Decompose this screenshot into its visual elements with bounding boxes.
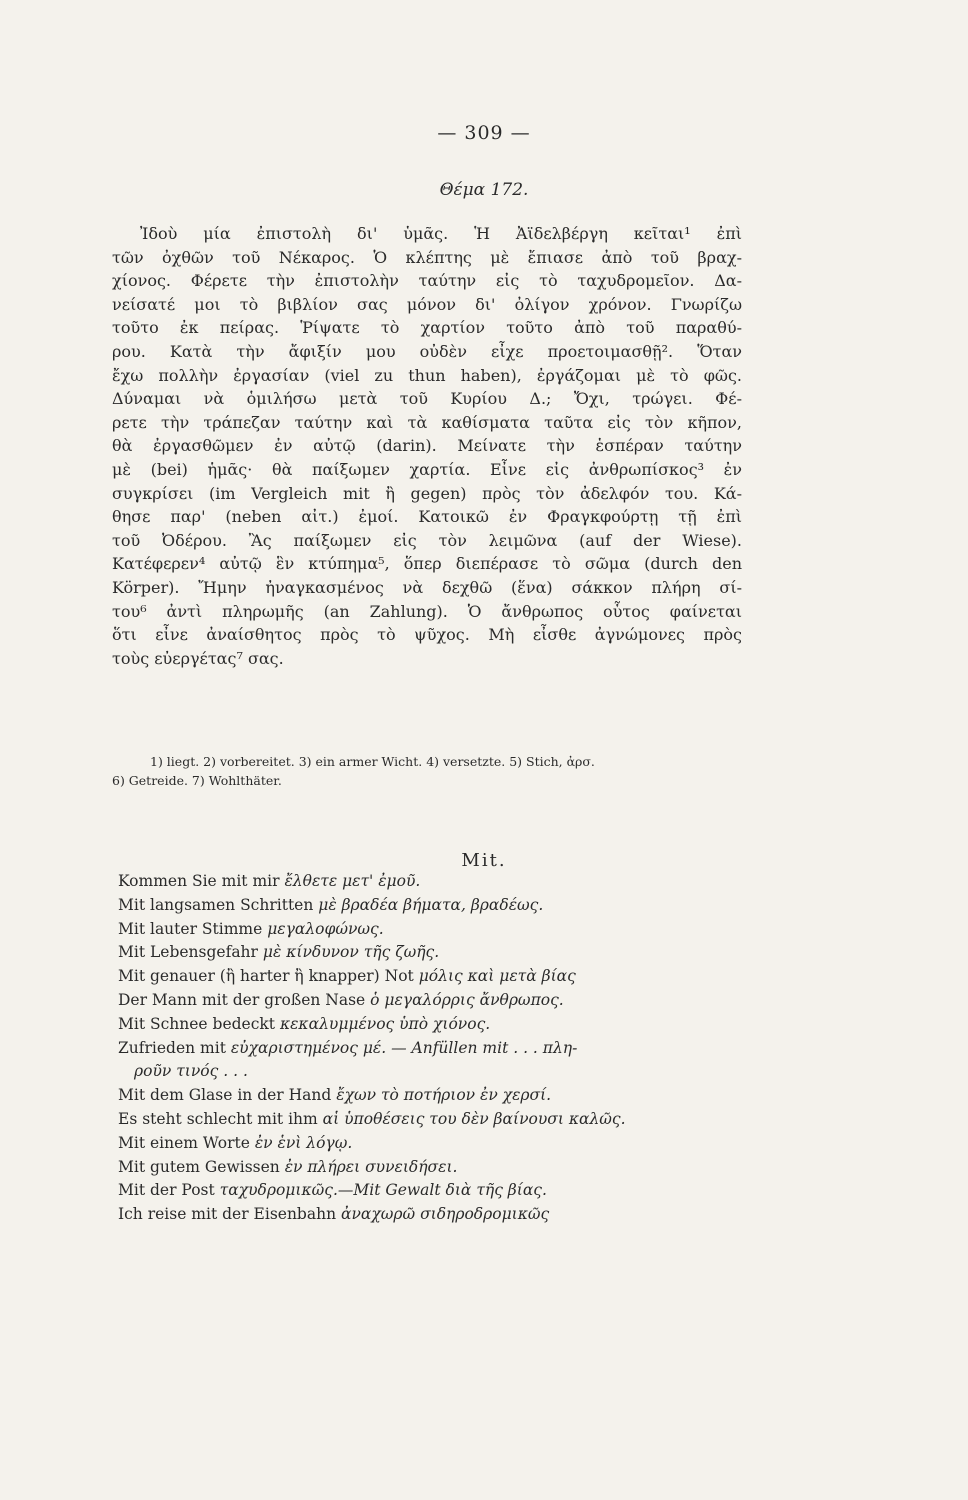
phrase-german: Mit Schnee bedeckt [118,1014,276,1033]
phrase-greek: μὲ βραδέα βήματα, βραδέως. [318,895,544,914]
phrase-german: Mit langsamen Schritten [118,895,314,914]
phrase-row [118,1084,748,1108]
phrase-german: Es steht schlecht mit ihm [118,1109,318,1128]
phrase-row [118,1179,748,1203]
phrase-greek: μὲ κίνδυνον τῆς ζωῆς. [262,943,440,962]
text-line: θὰ ἐργασθῶμεν ἐν αὐτῷ (darin). Μείνατε τὴν ἑσπέραν ταύτην [112,436,742,456]
text-line: θησε παρ' (neben αἰτ.) ἐμοί. Κατοικῶ ἐν Φραγκφούρτῃ τῇ ἐπὶ [112,507,742,527]
phrase-row [118,965,748,989]
text-line: Κατέφερεν⁴ αὐτῷ ἓν κτύπημα⁵, ὅπερ διεπέρασε τὸ σῶμα (durch den [112,554,742,574]
text-line: ρετε τὴν τράπεζαν ταύτην καὶ τὰ καθίσματα ταῦτα εἰς τὸν κῆπον, [112,412,742,432]
phrase-greek: εὐχαριστημένος μέ. — Anfüllen mit . . . πλη- [230,1038,578,1057]
phrase-row [118,1060,748,1084]
text-line: χίονος. Φέρετε τὴν ἐπιστολὴν ταύτην εἰς τὸ ταχυδρομεῖον. Δα- [112,271,742,291]
phrase-german: Mit genauer (ἢ harter ἢ knapper) Not [118,967,414,986]
phrase-greek: ὁ μεγαλόρρις ἄνθρωπος. [370,990,564,1009]
text-line: τοῦ Ὀδέρου. Ἂς παίξωμεν εἰς τὸν λειμῶνα (auf der Wiese). [112,530,742,550]
text-line: ὅτι εἶνε ἀναίσθητος πρὸς τὸ ψῦχος. Μὴ εἶσθε ἀγνώμονες πρὸς [112,625,742,645]
text-line: Körper). Ἤμην ἠναγκασμένος νὰ δεχθῶ (ἕνα) σάκκον πλήρη σί- [112,577,742,597]
phrase-greek: ἔλθετε μετ' ἐμοῦ. [284,872,421,890]
phrase-row [118,1108,748,1132]
theme-heading: Θέμα 172. [439,180,529,200]
text-line: ἔχω πολλὴν ἐργασίαν (viel zu thun haben), ἐργάζομαι μὲ τὸ φῶς. [112,365,742,385]
phrase-german: Ich reise mit der Eisenbahn [118,1205,337,1224]
phrase-row [118,941,748,965]
phrase-row [118,989,748,1013]
text-line: τοῦτο ἐκ πείρας. Ῥίψατε τὸ χαρτίον τοῦτο ἀπὸ τοῦ παραθύ- [112,318,742,338]
phrase-german: Der Mann mit der großen Nase [118,990,366,1009]
text-line: τῶν ὀχθῶν τοῦ Νέκαρος. Ὁ κλέπτης μὲ ἔπιασε ἀπὸ τοῦ βραχ- [112,247,742,267]
phrase-row [118,918,748,942]
phrase-greek: ροῦν τινός . . . [134,1062,248,1081]
phrase-row [118,1013,748,1037]
text-line: Δύναμαι νὰ ὁμιλήσω μετὰ τοῦ Κυρίου Δ.; Ὄχι, τρώγει. Φέ- [112,389,742,409]
phrase-german: Zufrieden mit [118,1038,226,1057]
phrase-list [118,870,748,1227]
phrase-greek: ἔχων τὸ ποτήριον ἐν χερσί. [336,1086,552,1105]
phrase-greek: μόλις καὶ μετὰ βίας [418,967,576,986]
phrase-german: Mit der Post [118,1181,215,1200]
phrase-german: Mit Lebensgefahr [118,943,258,962]
text-line: νείσατέ μοι τὸ βιβλίον σας μόνον δι' ὀλίγον χρόνον. Γνωρίζω [112,294,742,314]
text-line: ρου. Κατὰ τὴν ἄφιξίν μου οὐδὲν εἶχε προετοιμασθῇ². Ὅταν [112,341,742,361]
phrase-row [118,1037,748,1061]
phrase-row [118,1203,748,1227]
section-title: Mit. [461,850,507,871]
phrase-row [118,1156,748,1180]
phrase-row [118,894,748,918]
footnote-line: 6) Getreide. 7) Wohlthäter. [112,773,282,788]
phrase-german: Mit lauter Stimme [118,919,263,938]
page-number: — 309 — [437,122,531,144]
text-line: συγκρίσει (im Vergleich mit ἢ gegen) πρὸς τὸν ἀδελφόν του. Κά- [112,483,742,503]
text-line: Ἰδοὺ μία ἐπιστολὴ δι' ὑμᾶς. Ἡ Ἀϊδελβέργη κεῖται¹ ἐπὶ [140,224,742,243]
text-line: τοὺς εὐεργέτας⁷ σας. [112,648,284,668]
footnotes [112,752,752,790]
phrase-row [118,870,748,894]
phrase-row [118,1132,748,1156]
phrase-greek: ἀναχωρῶ σιδηροδρομικῶς [341,1205,550,1224]
text-line: μὲ (bei) ἡμᾶς· θὰ παίξωμεν χαρτία. Εἶνε εἰς ἀνθρωπίσκος³ ἐν [112,459,742,479]
phrase-german: Kommen Sie mit mir [118,872,280,890]
text-line: του⁶ ἀντὶ πληρωμῆς (an Zahlung). Ὁ ἄνθρωπος οὗτος φαίνεται [112,601,742,621]
phrase-german: Mit dem Glase in der Hand [118,1086,332,1105]
footnote-line: 1) liegt. 2) vorbereitet. 3) ein armer Wicht. 4) versetzte. 5) Stich, ἀρσ. [150,754,595,769]
exercise-text [112,222,742,670]
phrase-german: Mit gutem Gewissen [118,1157,280,1176]
phrase-greek: ἐν πλήρει συνειδήσει. [284,1157,458,1176]
phrase-greek: κεκαλυμμένος ὑπὸ χιόνος. [279,1014,491,1033]
phrase-greek: ταχυδρομικῶς.—Mit Gewalt διὰ τῆς βίας. [219,1181,547,1200]
phrase-german: Mit einem Worte [118,1133,250,1152]
phrase-greek: μεγαλοφώνως. [267,919,384,938]
phrase-greek: ἐν ἑνὶ λόγῳ. [254,1133,353,1152]
phrase-greek: αἱ ὑποθέσεις του δὲν βαίνουσι καλῶς. [322,1109,626,1128]
